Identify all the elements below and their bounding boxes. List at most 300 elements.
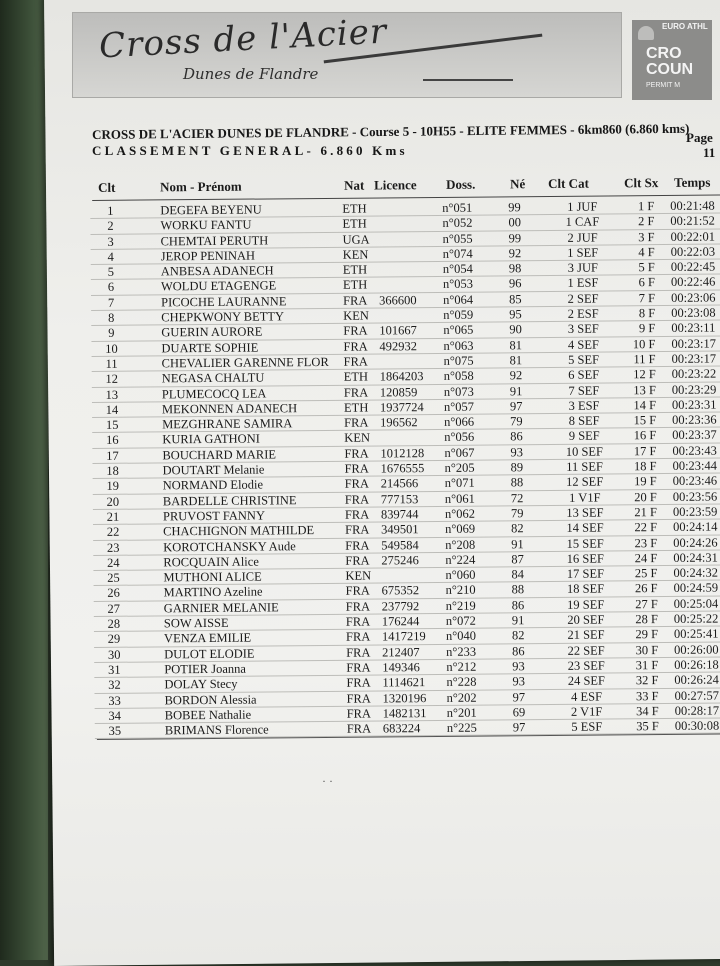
cell-ne: 82 bbox=[511, 521, 524, 536]
cell-clt-sx: 35 F bbox=[636, 719, 659, 734]
cell-temps: 00:22:46 bbox=[670, 275, 716, 290]
cell-doss: n°065 bbox=[443, 323, 474, 338]
cell-clt-cat: 13 SEF bbox=[566, 505, 604, 520]
cell-clt-sx: 30 F bbox=[635, 642, 659, 657]
cell-clt-sx: 16 F bbox=[633, 428, 657, 443]
cell-name: BARDELLE CHRISTINE bbox=[162, 492, 297, 509]
cell-clt: 12 bbox=[105, 372, 119, 387]
cell-name: CHEMTAI PERUTH bbox=[160, 233, 269, 248]
cell-licence: 1114621 bbox=[382, 675, 426, 690]
cell-temps: 00:23:36 bbox=[672, 412, 717, 428]
european-athletics-badge bbox=[632, 20, 712, 100]
cell-clt-cat: 1 CAF bbox=[565, 214, 600, 230]
cell-nat: KEN bbox=[344, 431, 371, 446]
cell-nat: FRA bbox=[344, 446, 369, 461]
cell-nat: FRA bbox=[346, 721, 372, 736]
cell-doss: n°219 bbox=[445, 598, 476, 613]
cell-doss: n°059 bbox=[443, 307, 474, 323]
cell-name: WOLDU ETAGENGE bbox=[160, 278, 277, 294]
cell-ne: 79 bbox=[510, 506, 524, 521]
cell-licence: 1417219 bbox=[381, 629, 426, 644]
cell-ne: 92 bbox=[508, 246, 522, 261]
cell-doss: n°061 bbox=[444, 491, 475, 506]
cell-clt: 3 bbox=[107, 234, 114, 249]
cell-nat: FRA bbox=[345, 614, 371, 629]
cell-clt-cat: 9 SEF bbox=[568, 429, 600, 444]
page-number: 11 bbox=[703, 145, 716, 160]
cell-clt-cat: 3 SEF bbox=[567, 321, 599, 337]
cell-nat: FRA bbox=[343, 354, 369, 369]
cell-clt: 20 bbox=[106, 494, 120, 509]
cell-ne: 93 bbox=[510, 444, 523, 460]
col-clt-cat: Clt Cat bbox=[548, 175, 589, 192]
event-logo-banner bbox=[72, 12, 622, 98]
cell-clt: 2 bbox=[107, 219, 114, 234]
cell-doss: n°212 bbox=[446, 659, 477, 674]
cell-clt: 14 bbox=[105, 402, 119, 417]
cell-temps: 00:24:59 bbox=[673, 580, 719, 596]
cell-temps: 00:25:41 bbox=[673, 626, 719, 642]
cell-nat: FRA bbox=[345, 629, 371, 645]
cell-clt-sx: 28 F bbox=[635, 612, 658, 627]
cell-clt: 6 bbox=[107, 280, 115, 295]
cell-temps: 00:23:06 bbox=[671, 290, 716, 305]
cell-clt-cat: 3 ESF bbox=[568, 398, 600, 413]
cell-licence: 120859 bbox=[379, 384, 418, 400]
cell-ne: 82 bbox=[511, 628, 525, 643]
cell-clt-cat: 1 V1F bbox=[569, 490, 601, 505]
cell-licence: 349501 bbox=[381, 522, 419, 537]
cell-clt: 18 bbox=[106, 463, 119, 478]
cell-doss: n°058 bbox=[443, 368, 474, 384]
cell-licence: 492932 bbox=[379, 338, 418, 354]
cell-doss: n°051 bbox=[442, 200, 473, 215]
cell-clt-sx: 33 F bbox=[635, 688, 659, 703]
page-label: Page bbox=[686, 130, 713, 145]
cell-clt: 32 bbox=[108, 677, 121, 693]
cell-doss: n°205 bbox=[444, 460, 475, 475]
cell-temps: 00:21:52 bbox=[670, 213, 715, 229]
cell-nat: FRA bbox=[345, 583, 371, 599]
cell-name: WORKU FANTU bbox=[160, 217, 252, 233]
cell-name: CHEVALIER GARENNE FLOR bbox=[161, 354, 329, 371]
col-temps: Temps bbox=[673, 174, 711, 190]
cell-clt-cat: 17 SEF bbox=[566, 566, 605, 581]
cell-doss: n°064 bbox=[443, 292, 474, 307]
cell-doss: n°066 bbox=[444, 414, 475, 430]
cell-clt-cat: 2 JUF bbox=[567, 230, 598, 245]
cell-clt-sx: 2 F bbox=[638, 214, 655, 229]
cell-ne: 92 bbox=[509, 368, 523, 383]
cell-nat: FRA bbox=[345, 522, 370, 538]
cell-name: JEROP PENINAH bbox=[160, 248, 256, 264]
cell-clt-cat: 5 SEF bbox=[568, 352, 600, 367]
cell-clt: 31 bbox=[107, 662, 121, 677]
cell-name: GUERIN AURORE bbox=[161, 324, 263, 340]
cell-doss: n°071 bbox=[444, 475, 475, 491]
cell-ne: 91 bbox=[511, 536, 524, 551]
cell-doss: n°074 bbox=[442, 246, 473, 261]
cell-licence: 683224 bbox=[382, 721, 421, 736]
cell-name: MEKONNEN ADANECH bbox=[161, 401, 298, 417]
cell-name: BORDON Alessia bbox=[164, 692, 257, 707]
cell-licence: 1937724 bbox=[379, 399, 424, 415]
badge-main-text: CRO COUN bbox=[646, 45, 694, 78]
cell-nat: FRA bbox=[346, 706, 372, 721]
cell-ne: 91 bbox=[511, 613, 525, 628]
cell-nat: ETH bbox=[342, 201, 367, 216]
cell-clt: 11 bbox=[105, 356, 118, 371]
cell-temps: 00:23:59 bbox=[672, 504, 718, 519]
cell-doss: n°057 bbox=[443, 399, 475, 414]
cell-clt-cat: 7 SEF bbox=[568, 383, 600, 398]
cell-doss: n°075 bbox=[443, 353, 474, 368]
cell-clt: 17 bbox=[106, 448, 119, 463]
cell-ne: 97 bbox=[512, 689, 526, 704]
cell-ne: 87 bbox=[511, 552, 524, 567]
cell-clt-sx: 18 F bbox=[633, 459, 657, 474]
cell-clt-sx: 34 F bbox=[636, 703, 659, 719]
cell-name: MUTHONI ALICE bbox=[163, 569, 262, 585]
cell-doss: n°040 bbox=[445, 628, 477, 644]
cell-clt-sx: 31 F bbox=[635, 657, 659, 673]
cell-clt: 25 bbox=[107, 570, 120, 585]
cell-clt-sx: 6 F bbox=[638, 275, 655, 290]
cell-ne: 95 bbox=[509, 307, 522, 322]
athletics-logo-icon bbox=[638, 26, 654, 40]
cell-ne: 81 bbox=[509, 353, 523, 368]
cell-ne: 90 bbox=[509, 322, 522, 337]
paper-speck: · · bbox=[322, 774, 333, 788]
cell-temps: 00:23:56 bbox=[672, 489, 718, 504]
cell-nat: ETH bbox=[342, 216, 367, 232]
cell-clt-cat: 2 V1F bbox=[570, 704, 603, 719]
cell-name: BOUCHARD MARIE bbox=[162, 447, 277, 463]
cell-ne: 98 bbox=[508, 261, 522, 276]
cell-clt: 30 bbox=[107, 647, 121, 662]
cell-name: DOLAY Stecy bbox=[164, 676, 238, 692]
cell-licence: 212407 bbox=[382, 644, 420, 660]
results-table bbox=[90, 173, 720, 740]
cell-clt: 9 bbox=[108, 326, 115, 341]
cell-name: NEGASA CHALTU bbox=[161, 370, 265, 386]
cell-doss: n°056 bbox=[444, 430, 475, 445]
cell-clt: 23 bbox=[106, 540, 120, 555]
cell-licence: 1482131 bbox=[382, 705, 427, 721]
cell-name: POTIER Joanna bbox=[164, 661, 246, 677]
cell-temps: 00:28:17 bbox=[674, 703, 720, 718]
cell-licence: 839744 bbox=[380, 507, 419, 522]
cell-clt-cat: 2 ESF bbox=[567, 306, 599, 321]
cell-temps: 00:22:01 bbox=[670, 229, 716, 244]
classification-title: CLASSEMENT GENERAL- 6.860 Kms bbox=[92, 143, 408, 158]
cell-licence: 196562 bbox=[380, 415, 418, 430]
cell-nat: KEN bbox=[345, 568, 372, 583]
cell-name: CHACHIGNON MATHILDE bbox=[163, 523, 315, 539]
cell-licence: 675352 bbox=[381, 583, 420, 598]
cell-clt: 7 bbox=[107, 295, 115, 310]
cell-doss: n°054 bbox=[442, 261, 473, 277]
cell-clt-cat: 16 SEF bbox=[566, 551, 604, 566]
cell-doss: n°210 bbox=[445, 583, 476, 598]
cell-nat: FRA bbox=[346, 675, 371, 690]
cell-doss: n°208 bbox=[445, 537, 476, 552]
cell-temps: 00:23:31 bbox=[671, 397, 717, 412]
cell-temps: 00:23:11 bbox=[671, 320, 716, 336]
cell-temps: 00:23:17 bbox=[671, 351, 717, 366]
cell-temps: 00:23:44 bbox=[672, 458, 718, 473]
cell-nat: UGA bbox=[342, 232, 370, 247]
col-licence: Licence bbox=[374, 177, 417, 193]
cell-nat: KEN bbox=[342, 247, 369, 262]
cell-clt-cat: 15 SEF bbox=[566, 536, 604, 551]
cell-name: CHEPKWONY BETTY bbox=[161, 309, 285, 325]
cell-doss: n°233 bbox=[446, 644, 477, 659]
cell-clt-sx: 17 F bbox=[633, 443, 657, 459]
cell-name: GARNIER MELANIE bbox=[163, 600, 279, 616]
cell-ne: 88 bbox=[511, 582, 525, 597]
cell-name: PLUMECOCQ LEA bbox=[161, 386, 267, 401]
cell-name: BRIMANS Florence bbox=[164, 722, 269, 738]
cell-nat: FRA bbox=[346, 660, 371, 675]
cell-ne: 72 bbox=[510, 490, 524, 505]
col-doss: Doss. bbox=[446, 176, 476, 192]
cell-clt-cat: 6 SEF bbox=[568, 367, 600, 383]
cell-clt-sx: 9 F bbox=[638, 321, 656, 336]
cell-clt-cat: 10 SEF bbox=[565, 444, 604, 459]
cell-temps: 00:27:57 bbox=[674, 688, 720, 703]
cell-clt-sx: 14 F bbox=[633, 397, 657, 413]
cell-nat: ETH bbox=[342, 262, 368, 277]
cell-clt-cat: 23 SEF bbox=[567, 658, 605, 673]
cell-temps: 00:24:32 bbox=[673, 565, 718, 581]
cell-temps: 00:22:45 bbox=[670, 259, 716, 275]
cell-clt-cat: 4 ESF bbox=[571, 689, 603, 704]
cell-clt-cat: 22 SEF bbox=[567, 643, 605, 658]
cell-temps: 00:24:14 bbox=[673, 519, 718, 535]
cell-clt-cat: 19 SEF bbox=[567, 597, 605, 612]
col-clt-sx: Clt Sx bbox=[623, 175, 659, 191]
cell-name: KURIA GATHONI bbox=[162, 431, 260, 447]
cell-nat: FRA bbox=[343, 385, 369, 400]
cell-clt: 28 bbox=[107, 616, 121, 631]
cell-clt-sx: 3 F bbox=[638, 229, 655, 244]
cell-doss: n°055 bbox=[442, 231, 473, 246]
cell-licence: 549584 bbox=[381, 537, 419, 553]
cell-name: ROCQUAIN Alice bbox=[163, 554, 259, 570]
cell-licence: 1676555 bbox=[380, 461, 425, 476]
cell-clt-sx: 5 F bbox=[638, 260, 655, 275]
cell-licence: 176244 bbox=[381, 614, 420, 629]
cell-ne: 69 bbox=[512, 705, 526, 720]
cell-temps: 00:26:00 bbox=[674, 642, 719, 657]
cell-nat: FRA bbox=[345, 599, 371, 614]
cell-nat: FRA bbox=[345, 553, 370, 568]
cell-clt-sx: 15 F bbox=[633, 413, 657, 428]
cell-clt: 5 bbox=[107, 264, 115, 280]
cell-doss: n°060 bbox=[445, 567, 476, 583]
cell-temps: 00:21:48 bbox=[670, 198, 715, 213]
cell-doss: n°225 bbox=[446, 720, 477, 736]
cell-clt-sx: 11 F bbox=[633, 352, 656, 367]
cell-doss: n°053 bbox=[442, 277, 474, 292]
cell-nat: FRA bbox=[343, 293, 368, 308]
cell-temps: 00:23:37 bbox=[672, 427, 717, 443]
cell-name: DEGEFA BEYENU bbox=[160, 202, 262, 218]
cell-temps: 00:30:08 bbox=[674, 718, 720, 734]
col-ne: Né bbox=[510, 176, 526, 192]
cell-name: NORMAND Elodie bbox=[162, 477, 264, 493]
cell-clt-sx: 25 F bbox=[634, 566, 658, 581]
cell-nat: FRA bbox=[344, 507, 370, 522]
cell-ne: 89 bbox=[510, 460, 524, 475]
cell-ne: 00 bbox=[508, 215, 521, 230]
cell-licence: 275246 bbox=[381, 552, 419, 568]
cell-clt-sx: 20 F bbox=[634, 489, 657, 504]
col-nat: Nat bbox=[344, 177, 365, 193]
cell-temps: 00:23:43 bbox=[672, 443, 717, 458]
cell-clt-cat: 1 JUF bbox=[567, 199, 598, 214]
cell-clt-sx: 1 F bbox=[637, 199, 655, 214]
cell-clt-cat: 2 SEF bbox=[567, 291, 599, 306]
cell-clt: 27 bbox=[107, 601, 121, 616]
cell-nat: FRA bbox=[343, 323, 368, 339]
cell-clt: 24 bbox=[107, 555, 120, 570]
cell-name: KOROTCHANSKY Aude bbox=[163, 538, 296, 554]
cell-licence: 149346 bbox=[382, 660, 420, 675]
cell-clt: 15 bbox=[105, 417, 119, 433]
cell-doss: n°072 bbox=[445, 613, 476, 628]
cell-temps: 00:25:04 bbox=[673, 596, 719, 611]
cell-clt: 10 bbox=[105, 341, 118, 356]
cell-clt-cat: 1 SEF bbox=[567, 245, 599, 260]
cell-clt-sx: 19 F bbox=[634, 474, 657, 489]
cell-name: SOW AISSE bbox=[163, 615, 229, 631]
cell-clt: 35 bbox=[108, 723, 122, 738]
cell-name: MARTINO Azeline bbox=[163, 584, 263, 600]
logo-subtitle: Dunes de Flandre bbox=[183, 65, 319, 83]
race-title: CROSS DE L'ACIER DUNES DE FLANDRE - Course 5 - 10H55 - ELITE FEMMES - 6km860 (6.860 kms) bbox=[92, 120, 690, 142]
cell-ne: 99 bbox=[508, 200, 521, 215]
cell-temps: 00:23:46 bbox=[672, 473, 718, 489]
cell-nat: FRA bbox=[344, 461, 369, 476]
cell-doss: n°073 bbox=[443, 384, 474, 399]
cell-name: DOUTART Melanie bbox=[162, 462, 265, 478]
col-clt: Clt bbox=[98, 179, 116, 195]
cell-clt: 34 bbox=[108, 708, 122, 723]
cell-name: PICOCHE LAURANNE bbox=[161, 294, 287, 310]
cell-nat: ETH bbox=[343, 369, 369, 385]
cell-name: DULOT ELODIE bbox=[164, 646, 255, 661]
cell-ne: 86 bbox=[510, 429, 523, 444]
cell-name: VENZA EMILIE bbox=[163, 630, 252, 646]
cell-clt: 13 bbox=[105, 387, 119, 402]
cell-nat: FRA bbox=[344, 476, 370, 492]
cell-ne: 91 bbox=[509, 383, 523, 398]
cell-licence: 777153 bbox=[380, 491, 419, 507]
cell-clt-sx: 8 F bbox=[638, 306, 656, 321]
cell-clt-sx: 29 F bbox=[635, 627, 659, 642]
cell-clt-cat: 1 ESF bbox=[567, 276, 599, 291]
cell-nat: FRA bbox=[346, 645, 371, 660]
logo-script-text: Cross de l'Acier bbox=[98, 11, 389, 67]
cell-ne: 86 bbox=[511, 597, 525, 613]
cell-doss: n°224 bbox=[445, 552, 476, 567]
cell-clt-cat: 24 SEF bbox=[567, 673, 606, 689]
cell-ne: 86 bbox=[512, 643, 525, 658]
logo-dash bbox=[423, 79, 513, 81]
cell-name: MEZGHRANE SAMIRA bbox=[162, 416, 293, 432]
cell-clt-sx: 24 F bbox=[634, 550, 658, 566]
cell-clt-sx: 27 F bbox=[635, 596, 658, 611]
cell-nat: FRA bbox=[346, 691, 371, 706]
badge-permit-text: PERMIT M bbox=[646, 82, 681, 89]
cell-clt-sx: 22 F bbox=[634, 520, 658, 535]
cell-licence: 1864203 bbox=[379, 369, 424, 384]
cell-clt-cat: 11 SEF bbox=[566, 459, 603, 474]
cell-licence: 214566 bbox=[380, 476, 419, 491]
cell-clt-sx: 13 F bbox=[633, 382, 656, 397]
cell-clt-sx: 4 F bbox=[638, 244, 655, 260]
cell-doss: n°201 bbox=[446, 705, 477, 720]
cell-doss: n°062 bbox=[444, 506, 476, 521]
cell-temps: 00:23:29 bbox=[671, 382, 717, 397]
cell-ne: 88 bbox=[510, 475, 524, 490]
cell-doss: n°228 bbox=[446, 674, 477, 690]
cell-licence: 1012128 bbox=[380, 445, 425, 461]
cell-nat: FRA bbox=[345, 538, 370, 553]
cell-ne: 93 bbox=[512, 674, 525, 689]
cell-clt: 33 bbox=[108, 693, 121, 708]
cell-temps: 00:26:24 bbox=[674, 672, 719, 688]
cell-clt: 4 bbox=[107, 249, 114, 264]
cell-clt-cat: 20 SEF bbox=[567, 612, 605, 627]
cell-clt-sx: 26 F bbox=[634, 581, 658, 596]
cell-ne: 79 bbox=[510, 414, 523, 429]
cell-clt-cat: 21 SEF bbox=[567, 627, 605, 643]
cell-temps: 00:23:08 bbox=[671, 305, 716, 321]
cell-doss: n°063 bbox=[443, 338, 474, 353]
cell-clt-cat: 18 SEF bbox=[566, 581, 605, 597]
cell-clt-sx: 32 F bbox=[635, 673, 659, 688]
cell-clt: 8 bbox=[108, 310, 115, 325]
cell-ne: 81 bbox=[509, 337, 523, 353]
cell-clt: 21 bbox=[106, 509, 120, 524]
cell-clt: 1 bbox=[107, 203, 114, 218]
cell-clt-cat: 3 JUF bbox=[567, 260, 598, 276]
cell-clt-cat: 5 ESF bbox=[571, 719, 603, 734]
cell-temps: 00:24:26 bbox=[673, 535, 718, 550]
cell-ne: 96 bbox=[508, 276, 522, 291]
cell-clt: 29 bbox=[107, 632, 121, 647]
cell-name: ANBESA ADANECH bbox=[160, 263, 274, 279]
cell-nat: ETH bbox=[343, 400, 369, 415]
cell-ne: 97 bbox=[512, 720, 526, 735]
cell-clt-sx: 21 F bbox=[634, 505, 657, 520]
cell-nat: KEN bbox=[343, 308, 369, 323]
cell-clt-cat: 4 SEF bbox=[567, 337, 599, 352]
cell-clt-sx: 12 F bbox=[633, 367, 656, 382]
cell-clt-sx: 7 F bbox=[638, 290, 656, 305]
cell-nat: ETH bbox=[342, 278, 368, 293]
green-folder-edge bbox=[0, 0, 48, 960]
cell-ne: 85 bbox=[509, 292, 522, 307]
cell-temps: 00:23:17 bbox=[671, 336, 716, 351]
cell-ne: 99 bbox=[508, 230, 522, 245]
cell-clt-cat: 12 SEF bbox=[566, 474, 604, 490]
cell-clt-cat: 14 SEF bbox=[566, 520, 604, 536]
badge-top-text: EURO ATHL bbox=[662, 22, 708, 31]
